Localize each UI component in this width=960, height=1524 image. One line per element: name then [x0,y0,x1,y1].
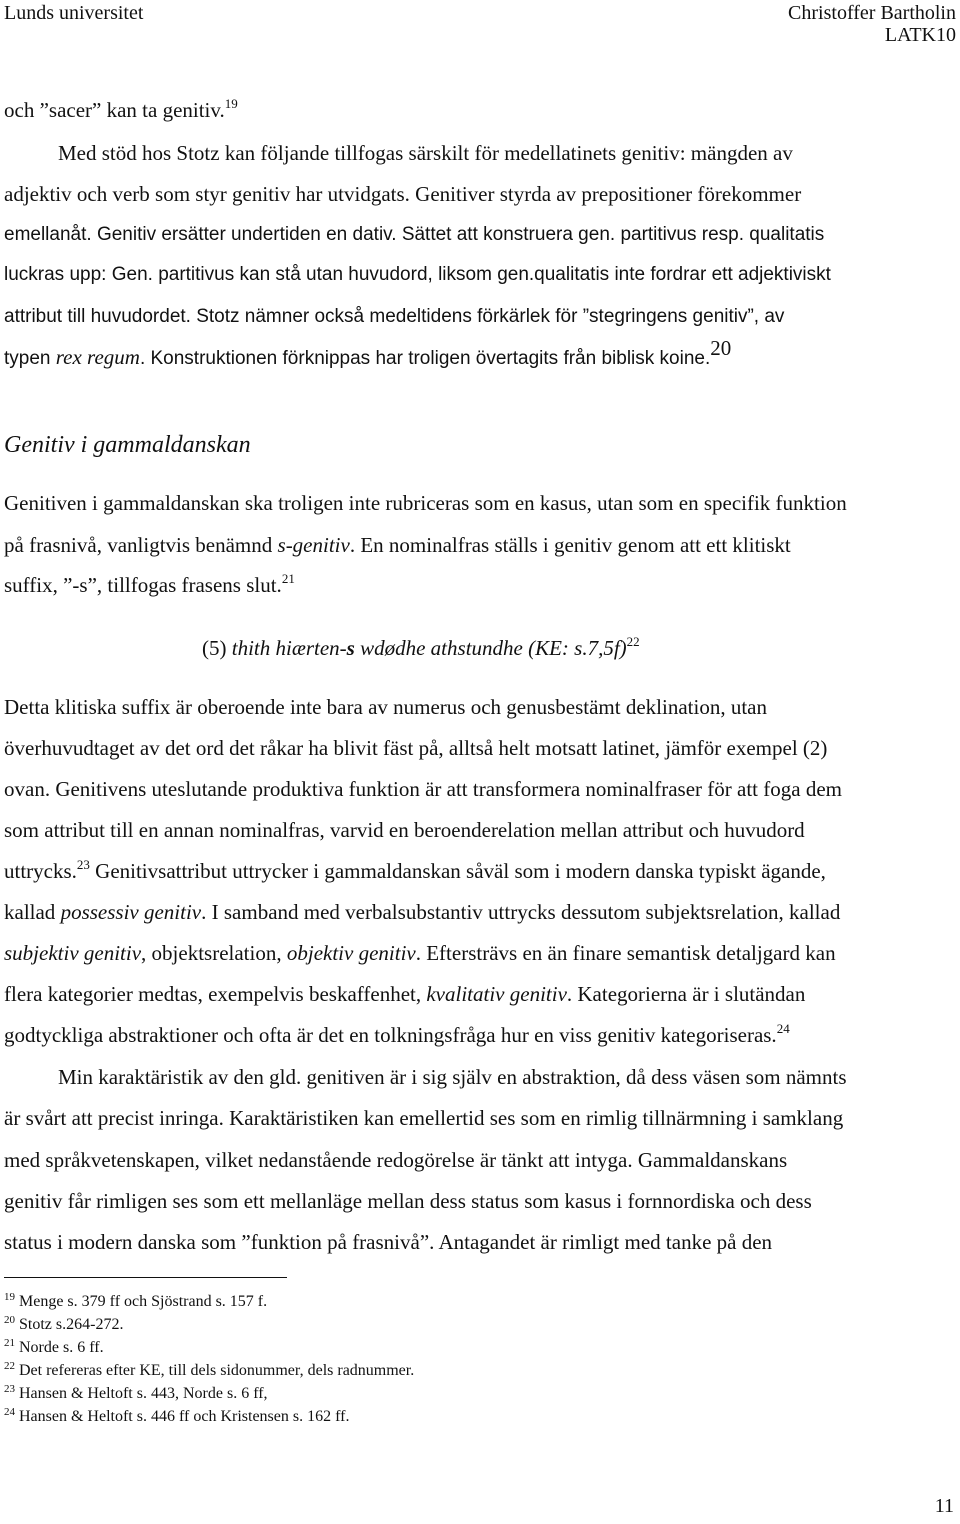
example-5 [202,636,640,661]
page-number: 11 [934,1495,954,1517]
footnote-24 [4,1408,349,1426]
footnote-number: 22 [4,1360,15,1372]
footnote-22 [4,1362,414,1380]
para3-line1: Detta klitiska suffix är oberoende inte bara av numerus och genusbestämt deklination, utan [4,695,767,719]
example-bold-suffix: s [346,636,355,660]
para2-line2-text-b: . En nominalfras ställs i genitiv genom att ett klitiskt [349,533,791,557]
footnote-text: Norde s. 6 ff. [19,1339,104,1356]
footnote-separator [4,1277,287,1278]
para1-line7 [4,336,732,371]
para3-line5-text-a: uttrycks. [4,859,77,883]
para2-line2-text-a: på frasnivå, vanligtvis benämnd [4,533,278,557]
para3-line6-italic: possessiv genitiv [60,900,202,924]
footnote-text: Menge s. 379 ff och Sjöstrand s. 157 f. [19,1293,268,1310]
footnote-ref-22: 22 [626,634,640,649]
para3-line6 [4,900,840,924]
para4-line3: med språkvetenskapen, vilket nedanstående redogörelse är tänkt att intyga. Gammaldanskans [4,1148,788,1172]
footnote-ref-20: 20 [710,336,732,360]
para3-line7-italic-1: subjektiv genitiv [4,941,142,965]
para3-line6-text-b: . I samband med verbalsubstantiv uttrycks dessutom subjektsrelation, kallad [201,900,841,924]
footnote-number: 21 [4,1337,15,1349]
para3-line8-text-a: flera kategorier medtas, exempelvis beskaffenhet, [4,982,427,1006]
para4-line1: Min karaktäristik av den gld. genitiven är i sig själv en abstraktion, då dess väsen som nämnts [58,1065,847,1089]
section-heading: Genitiv i gammaldanskan [4,432,251,458]
para4-line2: är svårt att precist inringa. Karaktäristiken kan emellertid ses som en rimlig tillnärmning i samklang [4,1106,844,1130]
footnote-number: 24 [4,1406,15,1418]
para3-line9-text: godtyckliga abstraktioner och ofta är det en tolkningsfråga hur en viss genitiv kategoriseras. [4,1023,777,1047]
footnote-23 [4,1385,268,1403]
para3-line6-text-a: kallad [4,900,61,924]
para3-line5-text-b: Genitivsattribut uttrycker i gammaldanskan såväl som i modern danska typiskt ägande, [89,859,826,883]
para3-line8 [4,982,805,1006]
para1-line2: Med stöd hos Stotz kan följande tillfogas särskilt för medellatinets genitiv: mängden av [58,141,793,165]
para3-line9 [4,1023,790,1047]
header-author-block [788,2,956,46]
para2-line3 [4,573,295,597]
footnote-number: 20 [4,1314,15,1326]
footnote-ref-24: 24 [776,1021,790,1036]
para3-line2: överhuvudtaget av det ord det råkar ha blivit fäst på, alltså helt motsatt latinet, jämför exempel (2) [4,736,828,760]
para1-line7-text-b: . Konstruktionen förknippas har troligen övertagits från biblisk koine. [139,348,711,369]
para1-line3: adjektiv och verb som styr genitiv har utvidgats. Genitiver styrda av prepositioner förekommer [4,182,802,206]
para1-line5: luckras upp: Gen. partitivus kan stå utan huvudord, liksom gen.qualitatis inte fordrar ett adjektiviskt [4,264,831,285]
para1-line1 [4,98,238,122]
para3-line7-text-a: , objektsrelation, [141,941,287,965]
header-author: Christoffer Bartholin [788,2,956,24]
para1-line7-italic: rex regum [55,345,140,369]
para1-line1-text: och ”sacer” kan ta genitiv. [4,98,225,122]
example-number: (5) [202,636,232,660]
para2-line2 [4,533,791,557]
footnote-number: 23 [4,1383,15,1395]
footnote-text: Hansen & Heltoft s. 443, Norde s. 6 ff, [19,1385,268,1402]
para3-line7-text-b: . Eftersträvs en än finare semantisk detaljgard kan [415,941,836,965]
para2-line3-text: suffix, ”-s”, tillfogas frasens slut. [4,573,282,597]
para3-line5 [4,859,826,883]
para3-line4: som attribut till en annan nominalfras, varvid en beroenderelation mellan attribut och huvudord [4,818,805,842]
example-italic-b: wdødhe athstundhe (KE: s.7,5f) [354,636,627,660]
para3-line8-text-b: . Kategorierna är i slutändan [566,982,806,1006]
footnote-text: Det refereras efter KE, till dels sidonummer, dels radnummer. [19,1362,415,1379]
para2-line2-italic: s-genitiv [277,533,350,557]
para4-line5: status i modern danska som ”funktion på frasnivå”. Antagandet är rimligt med tanke på den [4,1230,773,1254]
para3-line3: ovan. Genitivens uteslutande produktiva funktion är att transformera nominalfraser för att foga dem [4,777,842,801]
para3-line7 [4,941,836,965]
footnote-ref-21: 21 [281,571,295,586]
footnote-19 [4,1293,267,1311]
footnote-21 [4,1339,104,1357]
header-institution: Lunds universitet [4,2,144,24]
header-course-code: LATK10 [884,24,956,46]
para1-line4: emellanåt. Genitiv ersätter undertiden en dativ. Sättet att konstruera gen. partitivus resp. qualitatis [4,224,825,245]
para2-line1: Genitiven i gammaldanskan ska troligen inte rubriceras som en kasus, utan som en specifik funktion [4,491,847,515]
footnote-ref-19: 19 [224,96,238,111]
para4-line4: genitiv får rimligen ses som ett mellanläge mellan dess status som kasus i fornnordiska och dess [4,1189,812,1213]
footnote-text: Stotz s.264-272. [19,1316,124,1333]
para3-line8-italic: kvalitativ genitiv [426,982,567,1006]
example-italic-a: thith hiærten- [231,636,347,660]
footnote-number: 19 [4,1291,15,1303]
para3-line7-italic-2: objektiv genitiv [286,941,416,965]
para1-line6: attribut till huvudordet. Stotz nämner också medeltidens förkärlek för ”stegringens genitiv”, av [4,306,785,327]
para1-line7-text-a: typen [4,348,56,369]
footnote-ref-23: 23 [76,857,90,872]
footnote-20 [4,1316,123,1334]
footnote-text: Hansen & Heltoft s. 446 ff och Kristensen s. 162 ff. [19,1408,350,1425]
